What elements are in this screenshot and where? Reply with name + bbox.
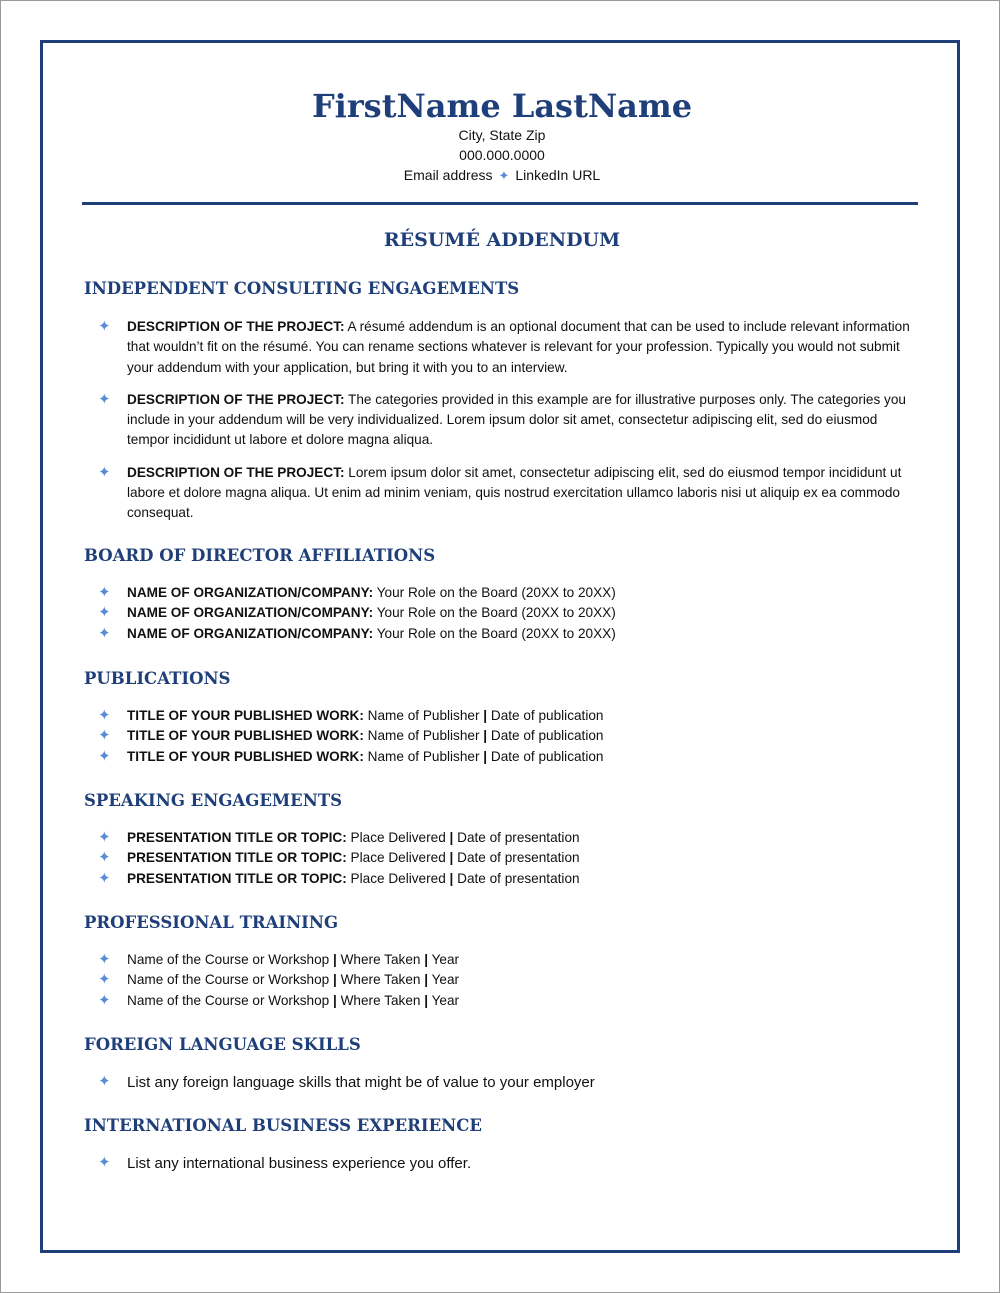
pipe-separator: |	[333, 952, 337, 967]
list-item	[84, 848, 920, 868]
publications-list	[84, 706, 920, 767]
pipe-separator: |	[333, 972, 337, 988]
item-label: TITLE OF YOUR PUBLISHED WORK:	[127, 708, 364, 723]
four-point-star-icon: ✦	[98, 829, 111, 846]
list-item	[84, 869, 920, 889]
four-point-star-icon: ✦	[98, 971, 111, 989]
item-text: Your Role on the Board (20XX to 20XX)	[373, 625, 616, 641]
where-taken: Where Taken	[336, 992, 425, 1008]
publisher: Name of Publisher	[363, 748, 484, 764]
item-text: Lorem ipsum dolor sit amet, consectetur adipiscing elit, sed do eiusmod tempor incididunt ut labore et dolore magna aliqua. Ut enim ad minim veniam, quis nostrud exercitation ullamco laboris nisi ut aliquip ex ea commodo consequat.	[127, 464, 902, 521]
item-label: PRESENTATION TITLE OR TOPIC:	[127, 870, 347, 886]
item-text: List any foreign language skills that might be of value to your employer	[127, 1074, 595, 1091]
presentation-date: Date of presentation	[453, 850, 580, 866]
presentation-date: Date of presentation	[453, 830, 580, 845]
place-delivered: Place Delivered	[346, 830, 450, 845]
item-text: A résumé addendum is an optional document that can be used to include relevant information that wouldn’t fit on the résumé. You can rename sections whatever is relevant for your profession. Typically you would not submit your addendum with your application, but bring it with you to an interview.	[127, 319, 910, 375]
four-point-star-icon: ✦	[98, 390, 111, 408]
item-text: The categories provided in this example are for illustrative purposes only. The categories you include in your addendum will be very individualized. Lorem ipsum dolor sit amet, consectetur adipiscing elit, sed do eiusmod tempor incididunt ut labore et dolore magna aliqua.	[127, 391, 906, 448]
item-label: PRESENTATION TITLE OR TOPIC:	[127, 850, 347, 866]
publication-date: Date of publication	[487, 748, 604, 764]
item-label: DESCRIPTION OF THE PROJECT:	[127, 464, 345, 480]
board-list	[84, 583, 920, 644]
four-point-star-icon: ✦	[98, 318, 111, 335]
four-point-star-icon: ✦	[98, 463, 111, 481]
four-point-star-icon: ✦	[98, 707, 111, 724]
section-heading-board: BOARD OF DIRECTOR AFFILIATIONS	[84, 546, 436, 565]
four-point-star-icon: ✦	[98, 951, 111, 968]
item-label: NAME OF ORGANIZATION/COMPANY:	[127, 625, 374, 641]
four-point-star-icon: ✦	[98, 991, 111, 1009]
list-item	[84, 1153, 920, 1175]
item-text: Your Role on the Board (20XX to 20XX)	[373, 605, 616, 621]
item-label: TITLE OF YOUR PUBLISHED WORK:	[127, 728, 364, 744]
pipe-separator: |	[483, 748, 488, 764]
linkedin-url: LinkedIn URL	[515, 167, 601, 183]
place-delivered: Place Delivered	[346, 850, 450, 866]
separator-star-icon: ✦	[498, 168, 510, 183]
presentation-date: Date of presentation	[453, 870, 580, 886]
list-item	[84, 828, 920, 848]
publication-date: Date of publication	[487, 728, 604, 744]
pipe-separator: |	[424, 972, 429, 988]
list-item	[84, 950, 920, 970]
item-text: Your Role on the Board (20XX to 20XX)	[373, 585, 616, 600]
section-heading-international: INTERNATIONAL BUSINESS EXPERIENCE	[84, 1116, 482, 1135]
city-state-zip: City, State Zip	[458, 127, 546, 143]
place-delivered: Place Delivered	[346, 870, 450, 886]
item-text: List any international business experience you offer.	[127, 1155, 472, 1172]
candidate-name: FirstName LastName	[311, 87, 693, 125]
year: Year	[428, 992, 460, 1008]
four-point-star-icon: ✦	[98, 1073, 111, 1090]
where-taken: Where Taken	[336, 972, 425, 988]
list-item	[84, 317, 920, 378]
course-name: Name of the Course or Workshop	[127, 972, 334, 988]
pipe-separator: |	[483, 708, 488, 723]
item-label: NAME OF ORGANIZATION/COMPANY:	[127, 605, 374, 621]
four-point-star-icon: ✦	[98, 1154, 111, 1171]
pipe-separator: |	[333, 992, 337, 1008]
publication-date: Date of publication	[487, 708, 604, 723]
consulting-list	[84, 317, 920, 524]
section-heading-consulting: INDEPENDENT CONSULTING ENGAGEMENTS	[84, 279, 520, 298]
list-item	[84, 463, 920, 524]
list-item	[84, 970, 920, 990]
year: Year	[428, 952, 460, 967]
international-list	[84, 1153, 920, 1175]
pipe-separator: |	[483, 728, 488, 744]
section-heading-languages: FOREIGN LANGUAGE SKILLS	[84, 1035, 361, 1054]
training-list	[84, 950, 920, 1011]
section-heading-speaking: SPEAKING ENGAGEMENTS	[84, 791, 343, 810]
item-label: TITLE OF YOUR PUBLISHED WORK:	[127, 748, 364, 764]
phone-number: 000.000.0000	[459, 147, 545, 163]
item-label: DESCRIPTION OF THE PROJECT:	[127, 319, 345, 334]
list-item	[84, 706, 920, 726]
four-point-star-icon: ✦	[98, 727, 111, 745]
section-heading-publications: PUBLICATIONS	[84, 669, 231, 688]
list-item	[84, 583, 920, 603]
header-divider	[82, 202, 918, 205]
publisher: Name of Publisher	[363, 708, 484, 723]
four-point-star-icon: ✦	[98, 624, 111, 642]
email-address: Email address	[403, 167, 493, 183]
languages-list	[84, 1072, 920, 1094]
where-taken: Where Taken	[336, 952, 425, 967]
list-item	[84, 603, 920, 623]
four-point-star-icon: ✦	[98, 604, 111, 622]
course-name: Name of the Course or Workshop	[127, 992, 334, 1008]
four-point-star-icon: ✦	[98, 584, 111, 601]
pipe-separator: |	[424, 952, 429, 967]
list-item	[84, 991, 920, 1011]
publisher: Name of Publisher	[363, 728, 484, 744]
list-item	[84, 747, 920, 767]
contact-line	[84, 165, 920, 186]
pipe-separator: |	[449, 870, 454, 886]
speaking-list	[84, 828, 920, 889]
item-label: DESCRIPTION OF THE PROJECT:	[127, 391, 345, 407]
document-title: RÉSUMÉ ADDENDUM	[383, 229, 621, 251]
item-label: NAME OF ORGANIZATION/COMPANY:	[127, 585, 374, 600]
four-point-star-icon: ✦	[98, 869, 111, 887]
list-item	[84, 624, 920, 644]
pipe-separator: |	[449, 830, 454, 845]
list-item	[84, 1072, 920, 1094]
section-heading-training: PROFESSIONAL TRAINING	[84, 913, 339, 932]
four-point-star-icon: ✦	[98, 849, 111, 867]
course-name: Name of the Course or Workshop	[127, 952, 334, 967]
item-label: PRESENTATION TITLE OR TOPIC:	[127, 830, 347, 845]
pipe-separator: |	[449, 850, 454, 866]
pipe-separator: |	[424, 992, 429, 1008]
list-item	[84, 726, 920, 746]
list-item	[84, 390, 920, 451]
four-point-star-icon: ✦	[98, 747, 111, 765]
year: Year	[428, 972, 460, 988]
